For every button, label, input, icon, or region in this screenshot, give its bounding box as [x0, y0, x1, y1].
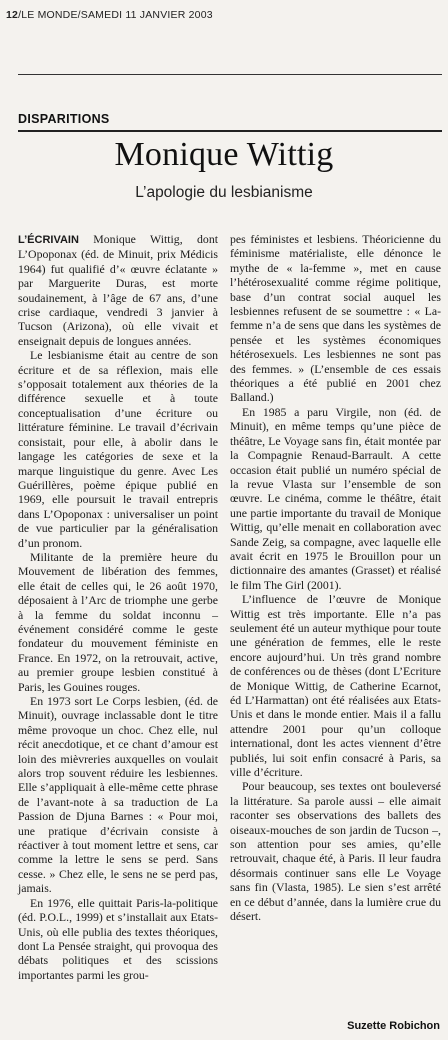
lead-word: L’ÉCRIVAIN [18, 234, 79, 246]
paragraph: En 1985 a paru Virgile, non (éd. de Minuit), en même temps qu’une pièce de théâtre, Le Voyage sans fin, était montée par la Compagnie Renaud-Barrault. A cette occasion était publié un numéro spécial de la revue Vlasta sur l’ensemble de son œuvre. Le cinéma, comme le théâtre, était une partie importante du travail de Monique Wittig, qu’elle menait en collaboration avec Sande Zeig, sa compagne, avec laquelle elle avait écrit en 1975 le Brouillon pour un dictionnaire des amantes (Grasset) et réalisé le film The Girl (2001). [230, 404, 441, 592]
paragraph-text: Monique Wittig, dont L’Opoponax (éd. de Minuit, prix Médicis 1964) fut qualifié d’« œuvre éclatante » par Marguerite Duras, est morte soudainement, à l’âge de 67 ans, d’une crise cardiaque, vendredi 3 janvier à Tucson (Arizona), où elle vivait et enseignait depuis de longues années. [18, 232, 218, 348]
paragraph: En 1976, elle quittait Paris-la-politique (éd. P.O.L., 1999) et s’installait aux Etats-Unis, où elle publia des textes théoriques, dont La Pensée straight, qui provoqua des débats politiques et des scissions importantes parmi les grou- [18, 895, 218, 982]
paragraph: pes féministes et lesbiens. Théoricienne du féminisme matérialiste, elle dénonce le mythe de « la-femme », met en cause l’hétérosexualité comme régime politique, base d’un contrat social auquel les lesbiennes refusent de se soumettre : « La-femme n’a de sens que dans les systèmes de pensée et les systèmes économiques hétérosexuels. Les lesbiennes ne sont pas des femmes. » (L’ensemble de ces essais théoriques a été publié en 2001 chez Balland.) [230, 232, 441, 405]
masthead: /LE MONDE/SAMEDI 11 JANVIER 2003 [18, 9, 213, 21]
paragraph [18, 232, 218, 348]
section-label: DISPARITIONS [18, 112, 110, 126]
paragraph: En 1973 sort Le Corps lesbien, (éd. de Minuit), ouvrage inclassable dont le titre même provoque un choc. Chez elle, nul récit anecdotique, et ce chant d’amour est loin des mièvreries auxquelles on voulait alors trop souvent réduire les lesbiennes. Elle s’appliquait à elle-même cette phrase de l’avant-note à sa traduction de La Passion de Djuna Barnes : « Pour moi, une pratique d’écrivain consiste à réactiver à tout moment lettre et sens, car comme la lettre le sens se perd. Sans cesse. » Chez elle, le sens ne se perd pas, jamais. [18, 694, 218, 896]
author-signature: Suzette Robichon [347, 1020, 440, 1032]
page-number: 12 [6, 9, 19, 21]
article-title: Monique Wittig [114, 136, 334, 173]
article-column-right [230, 232, 441, 924]
paragraph: L’influence de l’œuvre de Monique Wittig est très importante. Elle n’a pas seulement été un auteur mythique pour toute une génération de femmes, elle le reste encore aujourd’hui. Un très grand nombre de conférences ou de thèses (dont L’Ecriture de Monique Wittig, de Catherine Ecarnot, éd L’Harmattan) ont été réalisées aux Etats-Unis et dans le monde entier. Mais il a fallu attendre 2001 pour qu’un colloque international, dont les actes viennent d’être publiés, lui soit enfin consacré à Paris, sa ville d’écriture. [230, 592, 441, 780]
top-divider [18, 74, 442, 75]
article-column-left [18, 232, 218, 982]
paragraph: Militante de la première heure du Mouvement de libération des femmes, elle était de celles qui, le 26 août 1970, déposaient à l’Arc de triomphe une gerbe à la femme du soldat inconnu – événement considéré comme le geste fondateur du mouvement féministe en France. En 1972, on la retrouvait, active, au premier groupe lesbien constitué à Paris, les Gouines rouges. [18, 549, 218, 694]
article-subtitle: L’apologie du lesbianisme [135, 184, 313, 201]
page-header [6, 9, 213, 21]
section-divider [18, 130, 442, 132]
paragraph: Le lesbianisme était au centre de son écriture et de sa réflexion, mais elle s’opposait totalement aux théories de la différence sexuelle et à toute conceptualisation d’une écriture ou littérature féminine. Le travail d’écrivain consistait, pour elle, à abolir dans le langage les catégories de sexe et la marque linguistique du genre. Avec Les Guérillères, poème épique publié en 1969, elle poursuit le travail entrepris dans L’Opoponax : universaliser un point de vue particulier par la généralisation d’un pronom. [18, 348, 218, 550]
paragraph: Pour beaucoup, ses textes ont bouleversé la littérature. Sa parole aussi – elle aimait raconter ses observations des ballets des oiseaux-mouches de son jardin de Tucson –, son attention pour ses amies, qu’elle retrouvait, chaque été, à Paris. Il leur faudra désormais continuer sans elle Le Voyage sans fin (Vlasta, 1985). Le sien s’est arrêté en ce début d’année, dans la lumière crue du désert. [230, 779, 441, 924]
